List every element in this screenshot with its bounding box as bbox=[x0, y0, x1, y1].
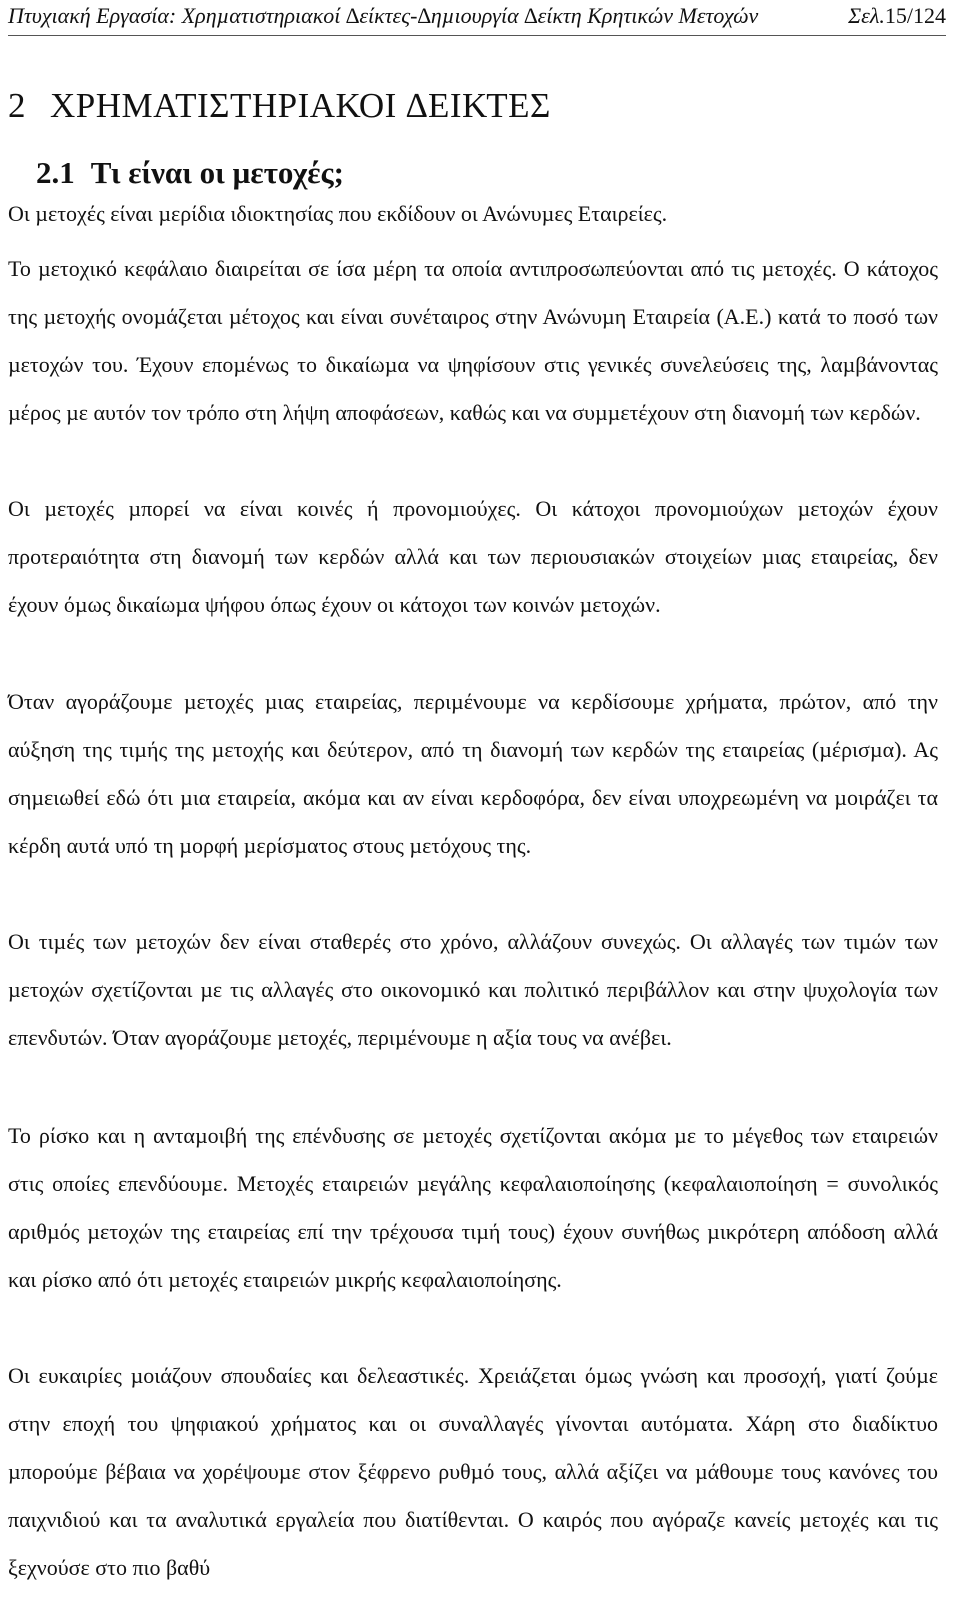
section-title: Τι είναι οι µετοχές; bbox=[90, 155, 344, 190]
paragraph-1: Οι µετοχές είναι µερίδια ιδιοκτησίας που εκδίδουν οι Ανώνυµες Εταιρείες. bbox=[8, 201, 668, 226]
chapter-number: 2 bbox=[8, 86, 26, 125]
page-number: 15/124 bbox=[884, 3, 946, 28]
section-heading bbox=[36, 155, 344, 191]
paragraph-5: Οι τιµές των µετοχών δεν είναι σταθερές στο χρόνο, αλλάζουν συνεχώς. Οι αλλαγές των τιµών των µετοχών σχετίζονται µε τις αλλαγές στο οικονοµικό και πολιτικό περιβάλλον και στην ψυχολογία των επενδυτών. Όταν αγοράζουµε µετοχές, περιµένουµε η αξία τους να ανέβει. bbox=[8, 929, 938, 1050]
running-header bbox=[8, 2, 946, 30]
section-number: 2.1 bbox=[36, 155, 75, 190]
header-page-number bbox=[848, 2, 946, 30]
paragraph-2: Το µετοχικό κεφάλαιο διαιρείται σε ίσα µέρη τα οποία αντιπροσωπεύονται από τις µετοχές. Ο κάτοχος της µετοχής ονοµάζεται µέτοχος και είναι συνέταιρος στην Ανώνυµη Εταιρεία (Α.Ε.) κατά το ποσό των µετοχών του. Έχουν εποµένως το δικαίωµα να ψηφίσουν στις γενικές συνελεύσεις της, λαµβάνοντας µέρος µε αυτόν τον τρόπο στη λήψη αποφάσεων, καθώς και να συµµετέχουν στη διανοµή των κερδών. bbox=[8, 256, 938, 425]
header-title: Πτυχιακή Εργασία: Χρηµατιστηριακοί ∆είκτες-∆ηµιουργία ∆είκτη Κρητικών Μετοχών bbox=[8, 3, 759, 28]
paragraph-4: Όταν αγοράζουµε µετοχές µιας εταιρείας, περιµένουµε να κερδίσουµε χρήµατα, πρώτον, από την αύξηση της τιµής της µετοχής και δεύτερον, από τη διανοµή των κερδών της εταιρείας (µέρισµα). Ας σηµειωθεί εδώ ότι µια εταιρεία, ακόµα και αν είναι κερδοφόρα, δεν είναι υποχρεωµένη να µοιράζει τα κέρδη αυτά υπό τη µορφή µερίσµατος στους µετόχους της. bbox=[8, 689, 938, 858]
paragraph-6: Το ρίσκο και η ανταµοιβή της επένδυσης σε µετοχές σχετίζονται ακόµα µε το µέγεθος των εταιρειών στις οποίες επενδύουµε. Μετοχές εταιρειών µεγάλης κεφαλαιοποίησης (κεφαλαιοποίηση = συνολικός αριθµός µετοχών της εταιρείας επί την τρέχουσα τιµή τους) έχουν συνήθως µικρότερη απόδοση αλλά και ρίσκο από ότι µετοχές εταιρειών µικρής κεφαλαιοποίησης. bbox=[8, 1123, 938, 1292]
paragraph-3: Οι µετοχές µπορεί να είναι κοινές ή προνοµιούχες. Οι κάτοχοι προνοµιούχων µετοχών έχουν προτεραιότητα στη διανοµή των κερδών αλλά και των περιουσιακών στοιχείων µιας εταιρείας, δεν έχουν όµως δικαίωµα ψήφου όπως έχουν οι κάτοχοι των κοινών µετοχών. bbox=[8, 496, 938, 617]
page-prefix: Σελ. bbox=[848, 3, 885, 28]
chapter-title: ΧΡΗΜΑΤΙΣΤΗΡΙΑΚΟΙ ∆ΕΙΚΤΕΣ bbox=[50, 86, 551, 125]
chapter-heading bbox=[8, 86, 551, 126]
header-divider bbox=[8, 35, 946, 36]
paragraph-7: Οι ευκαιρίες µοιάζουν σπουδαίες και δελεαστικές. Χρειάζεται όµως γνώση και προσοχή, γιατί ζούµε στην εποχή του ψηφιακού χρήµατος και οι συναλλαγές γίνονται αυτόµατα. Χάρη στο διαδίκτυο µπορούµε βέβαια να χορέψουµε στον ξέφρενο ρυθµό τους, αλλά αξίζει να µάθουµε τους κανόνες του παιχνιδιού και τα αναλυτικά εργαλεία που διατίθενται. Ο καιρός που αγόραζε κανείς µετοχές και τις ξεχνούσε στο πιο βαθύ bbox=[8, 1363, 938, 1580]
